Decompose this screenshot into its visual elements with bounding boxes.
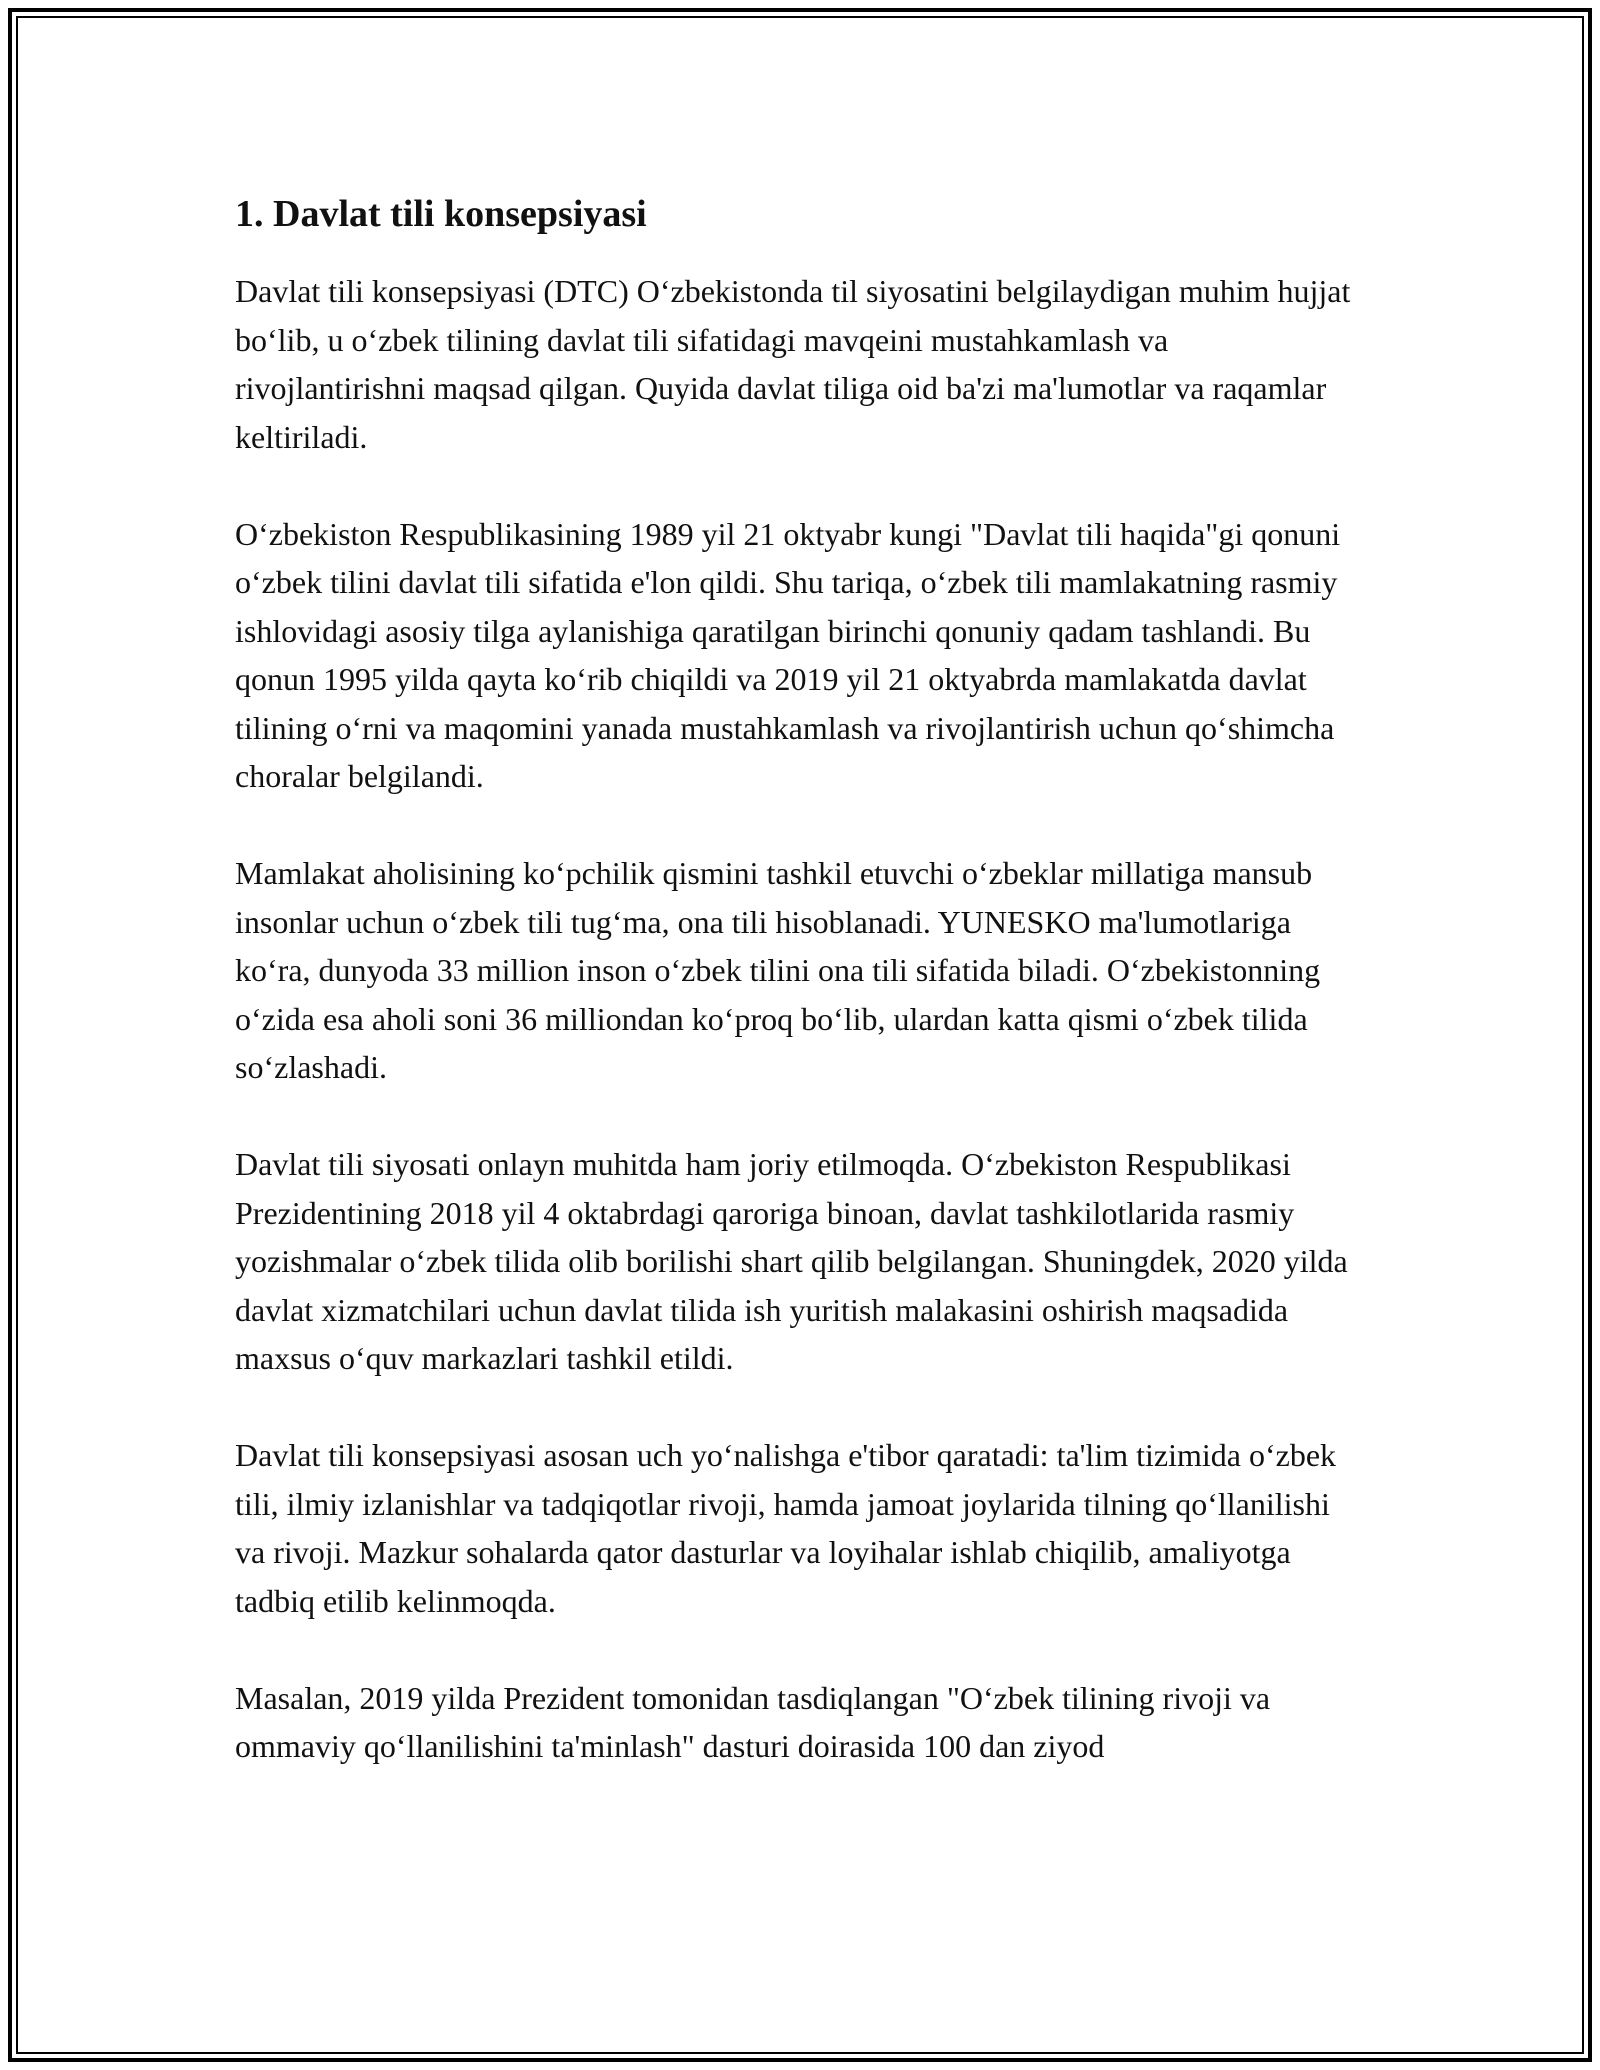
section-heading: 1. Davlat tili konsepsiyasi: [235, 193, 647, 235]
paragraph-three-directions: Davlat tili konsepsiyasi asosan uch yoʻnalishga e'tibor qaratadi: ta'lim tizimida oʻzbek tili, ilmiy izlanishlar va tadqiqotlar rivoji, hamda jamoat joylarida tilning qoʻllanilishi va rivoji. Mazkur sohalarda qator dasturlar va loyihalar ishlab chiqilib, amaliyotga tadbiq etilib kelinmoqda.: [235, 1437, 1337, 1619]
paragraph-example: Masalan, 2019 yilda Prezident tomonidan tasdiqlangan "Oʻzbek tilining rivoji va ommaviy qoʻllanilishini ta'minlash" dasturi doirasida 100 dan ziyod: [235, 1679, 1271, 1764]
paragraph-intro: Davlat tili konsepsiyasi (DTC) Oʻzbekistonda til siyosatini belgilaydigan muhim hujjat boʻlib, u oʻzbek tilining davlat tili sifatidagi mavqeini mustahkamlash va rivojlantirishni maqsad qilgan. Quyida davlat tiliga oid ba'zi ma'lumotlar va raqamlar keltiriladi.: [235, 273, 1351, 455]
paragraph-online-policy: Davlat tili siyosati onlayn muhitda ham joriy etilmoqda. Oʻzbekiston Respublikasi Prezidentining 2018 yil 4 oktabrdagi qaroriga binoan, davlat tashkilotlarida rasmiy yozishmalar oʻzbek tilida olib borilishi shart qilib belgilangan. Shuningdek, 2020 yilda davlat xizmatchilari uchun davlat tilida ish yuritish malakasini oshirish maqsadida maxsus oʻquv markazlari tashkil etildi.: [235, 1146, 1348, 1376]
document-body: [235, 185, 1365, 1819]
paragraph-population: Mamlakat aholisining koʻpchilik qismini tashkil etuvchi oʻzbeklar millatiga mansub insonlar uchun oʻzbek tili tugʻma, ona tili hisoblanadi. YUNESKO ma'lumotlariga koʻra, dunyoda 33 million inson oʻzbek tilini ona tili sifatida biladi. Oʻzbekistonning oʻzida esa aholi soni 36 milliondan koʻproq boʻlib, ulardan katta qismi oʻzbek tilida soʻzlashadi.: [235, 855, 1321, 1085]
paragraph-law-history: Oʻzbekiston Respublikasining 1989 yil 21 oktyabr kungi "Davlat tili haqida"gi qonuni oʻzbek tilini davlat tili sifatida e'lon qildi. Shu tariqa, oʻzbek tili mamlakatning rasmiy ishlovidagi asosiy tilga aylanishiga qaratilgan birinchi qonuniy qadam tashlandi. Bu qonun 1995 yilda qayta koʻrib chiqildi va 2019 yil 21 oktyabrda mamlakatda davlat tilining oʻrni va maqomini yanada mustahkamlash va rivojlantirish uchun qoʻshimcha choralar belgilandi.: [235, 515, 1341, 794]
